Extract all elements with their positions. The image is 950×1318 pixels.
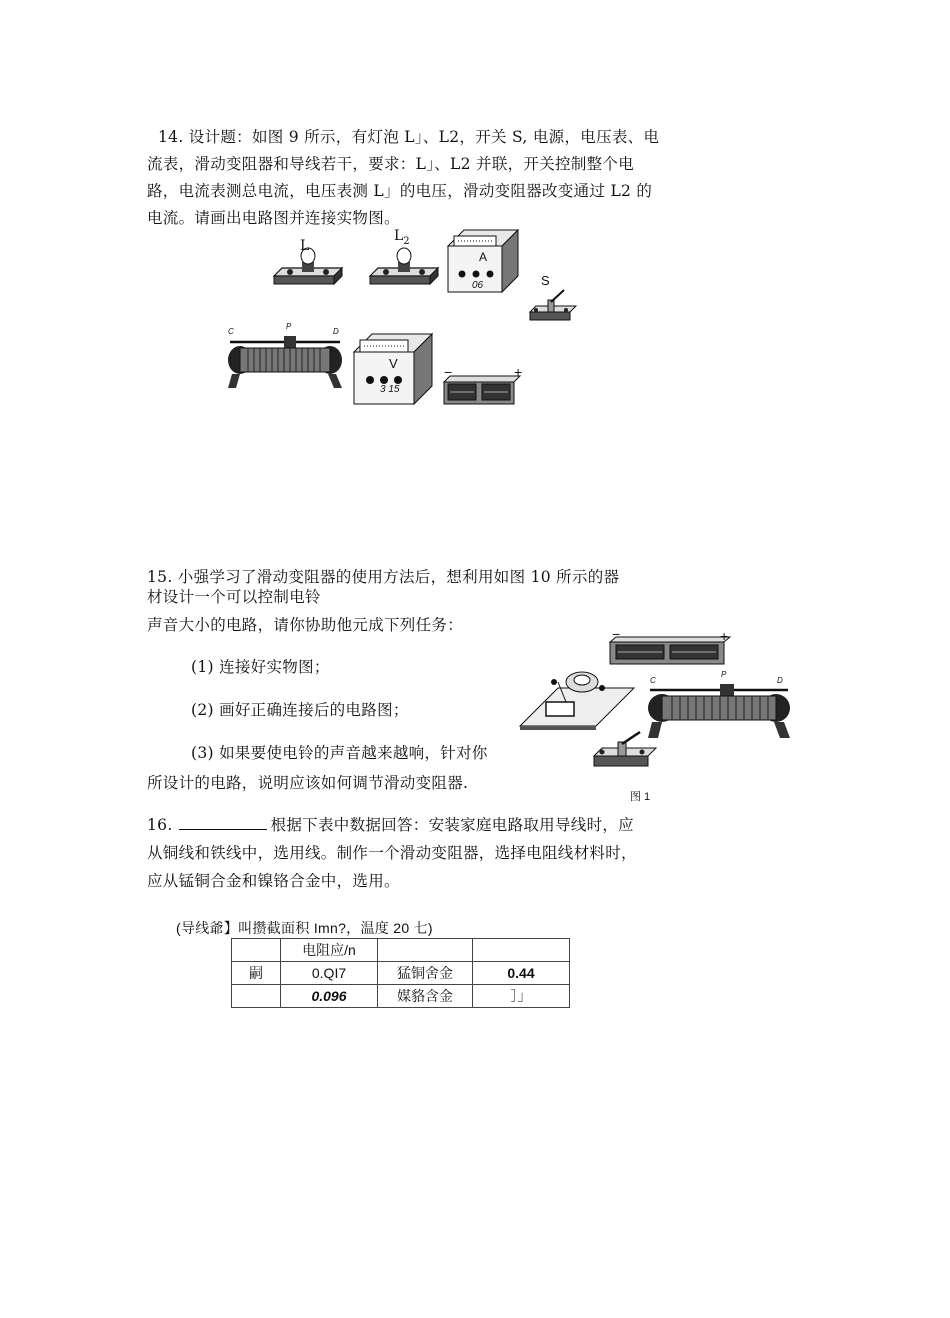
table-row bbox=[232, 962, 570, 985]
electric-bell-figure bbox=[518, 668, 636, 732]
table-row bbox=[232, 985, 570, 1008]
table-cell bbox=[473, 939, 570, 962]
q15-line-3: 声音大小的电路，请你协助他元成下列任务： bbox=[147, 616, 464, 634]
battery-figure-2 bbox=[608, 636, 732, 666]
rheostat-2-p-label: P bbox=[721, 670, 727, 679]
table-cell bbox=[232, 985, 281, 1008]
ammeter-letter: A bbox=[479, 250, 488, 264]
table-cell: ］」 bbox=[473, 985, 570, 1008]
battery-2-plus: + bbox=[720, 628, 729, 644]
switch-figure-2 bbox=[592, 730, 658, 772]
q16-number: 16. bbox=[147, 816, 173, 834]
resistance-table bbox=[231, 938, 570, 1008]
rheostat-figure-2 bbox=[644, 680, 794, 742]
table-cell: 0.096 bbox=[281, 985, 378, 1008]
battery-plus: + bbox=[514, 364, 523, 380]
q15-task-3-cont: 所设计的电路，说明应该如何调节滑动变阻器. bbox=[147, 774, 469, 792]
q15-task-3: (3) 如果要使电铃的声音越来越响，针对你 bbox=[191, 744, 488, 762]
fig10-caption: 图 1 bbox=[630, 791, 651, 803]
q16-line-3: 应从锰铜合金和镍铬合金中，选用。 bbox=[147, 872, 400, 890]
bulb-l1-label: L bbox=[300, 238, 310, 254]
q15-task-1: (1) 连接好实物图； bbox=[191, 658, 330, 676]
rheostat-d-label: D bbox=[333, 327, 339, 336]
q14-line-3: 路，电流表测总电流，电压表测 L」的电压，滑动变阻器改变通过 L2 的 bbox=[147, 182, 653, 200]
table-cell: 嗣 bbox=[232, 962, 281, 985]
table-caption: (导线爺】叫攒截面积 Imn?，温度 20 七) bbox=[176, 920, 433, 936]
table-header-row bbox=[232, 939, 570, 962]
switch-s-figure bbox=[528, 288, 578, 328]
rheostat-c-label: C bbox=[228, 327, 234, 336]
rheostat-p-label: P bbox=[286, 322, 292, 331]
table-cell: 0.44 bbox=[473, 962, 570, 985]
table-cell: 0.QI7 bbox=[281, 962, 378, 985]
voltmeter-terminals: 3 15 bbox=[380, 384, 400, 395]
bulb-l2-letter: L bbox=[394, 228, 404, 244]
rheostat-2-c-label: C bbox=[650, 676, 656, 685]
q14-line-1: 14. 设计题：如图 9 所示，有灯泡 L」、L2，开关 S, 电源，电压表、电 bbox=[158, 128, 660, 146]
q16-line-1-text: 根据下表中数据回答：安装家庭电路取用导线时，应 bbox=[270, 816, 634, 834]
bulb-l2-label bbox=[394, 228, 410, 247]
battery-minus: − bbox=[444, 364, 453, 380]
q15-line-1: 15. 小强学习了滑动变阻器的使用方法后，想利用如图 10 所示的器 bbox=[147, 568, 620, 586]
table-cell: 猛铜舍金 bbox=[378, 962, 473, 985]
q15-line-2: 材设计一个可以控制电铃 bbox=[147, 588, 321, 606]
table-cell: 电阻应/n bbox=[281, 939, 378, 962]
q15-task-2: (2) 画好正确连接后的电路图； bbox=[191, 701, 409, 719]
voltmeter-letter: V bbox=[389, 356, 398, 371]
rheostat-2-d-label: D bbox=[777, 676, 783, 685]
q16-answer-blank[interactable] bbox=[179, 815, 267, 830]
rheostat-figure bbox=[224, 330, 346, 394]
table-cell bbox=[232, 939, 281, 962]
q14-line-4: 电流。请画出电路图并连接实物图。 bbox=[147, 209, 400, 227]
table-cell bbox=[378, 939, 473, 962]
q16-line-2: 从铜线和铁线中，选用线。制作一个滑动变阻器，选择电阻线材料时， bbox=[147, 844, 637, 862]
bulb-l2-subscript: 2 bbox=[403, 235, 410, 247]
q16-line-1 bbox=[147, 815, 634, 835]
switch-s-label: S bbox=[541, 273, 550, 288]
battery-figure bbox=[442, 374, 522, 406]
q14-line-2: 流表，滑动变阻器和导线若干，要求：L」、L2 并联，开关控制整个电 bbox=[147, 155, 635, 173]
table-cell: 媒貉含金 bbox=[378, 985, 473, 1008]
ammeter-terminals: 06 bbox=[472, 280, 484, 291]
battery-2-minus: − bbox=[612, 626, 621, 642]
